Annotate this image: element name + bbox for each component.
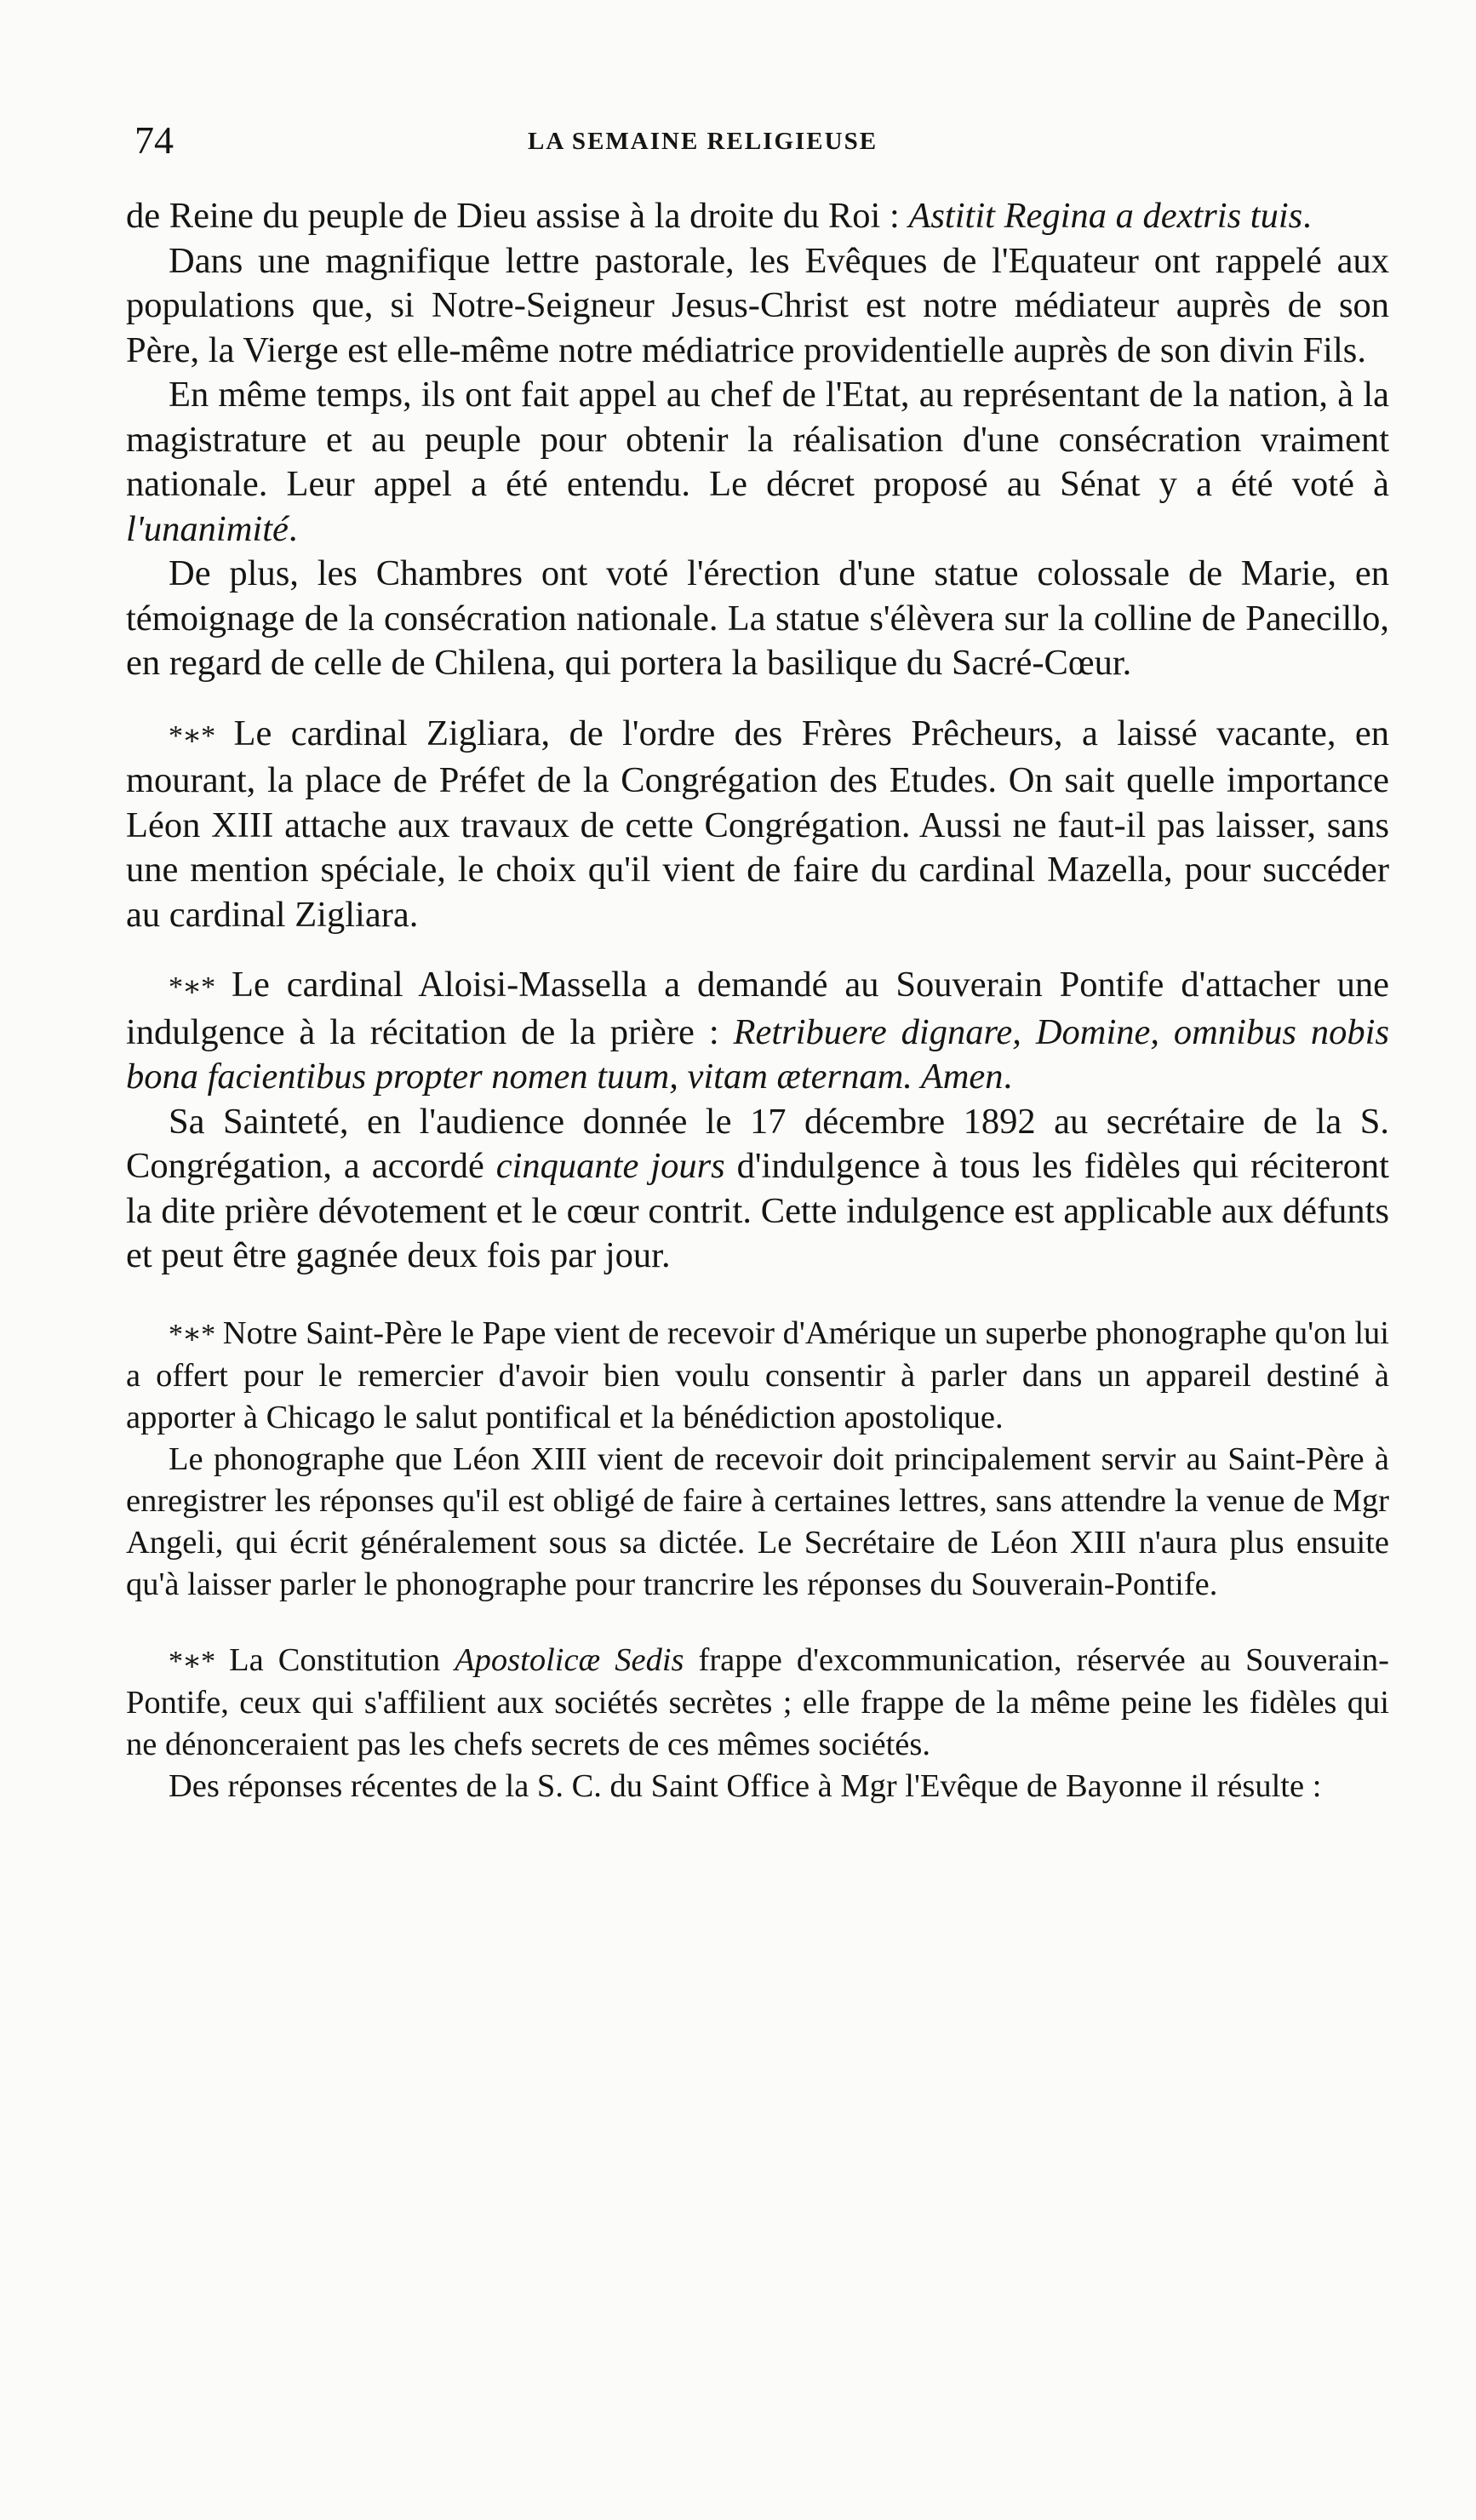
asterism-icon: *∗* [169,1318,215,1350]
asterism-icon: *∗* [169,971,215,1003]
paragraph-constitution: *∗* La Constitution Apostolicæ Sedis frappe d'excommunication, réservée au Souverain-Pontife, ceux qui s'affilient aux sociétés secrètes ; elle frappe de la même peine les fidèles qui ne dénonceraient pas les chefs secrets de ces mêmes sociétés. [126,1641,1389,1762]
paragraph-national-consecration: En même temps, ils ont fait appel au chef de l'Etat, au représentant de la nation, à la magistrature et au peuple pour obtenir la réalisation d'une consécration vraiment nationale. Leur appel a été entendu. Le décret proposé au Sénat y a été voté à l'unanimité. [126,375,1389,549]
paragraph-indulgence: Sa Sainteté, en l'audience donnée le 17 décembre 1892 au secrétaire de la S. Congrégation, a accordé cinquante jours d'indulgence à tous les fidèles qui réciteront la dite prière dévotement et le cœur contrit. Cette indulgence est applicable aux défunts et peut être gagnée deux fois par jour. [126,1101,1389,1275]
paragraph-pastoral-letter: Dans une magnifique lettre pastorale, les Evêques de l'Equateur ont rappelé aux populations que, si Notre-Seigneur Jesus-Christ est notre médiateur auprès de son Père, la Vierge est elle-même notre médiatrice providentielle auprès de son divin Fils. [126,240,1389,370]
paragraph-cardinal-aloisi: *∗* Le cardinal Aloisi-Massella a demandé au Souverain Pontife d'attacher une indulgence à la récitation de la prière : Retribuere dignare, Domine, omnibus nobis bona facientibus propter nomen tuum, vitam æternam. Amen. [126,965,1389,1097]
page-header [134,117,1411,169]
text-column [126,194,1389,1807]
paragraph-phonograph-use: Le phonographe que Léon XIII vient de recevoir doit principalement servir au Saint-Père à enregistrer les réponses qu'il est obligé de faire à certaines lettres, sans attendre la venue de Mgr Angeli, qui écrit généralement sous sa dictée. Le Secrétaire de Léon XIII n'aura plus ensuite qu'à laisser parler le phonographe pour trancrire les réponses du Souverain-Pontife. [126,1440,1389,1602]
paragraph-statue: De plus, les Chambres ont voté l'érection d'une statue colossale de Marie, en témoignage de la consécration nationale. La statue s'élèvera sur la colline de Panecillo, en regard de celle de Chilena, qui portera la basilique du Sacré-Cœur. [126,553,1389,683]
asterism-icon: *∗* [169,1645,215,1677]
asterism-icon: *∗* [169,719,215,752]
paragraph-cardinal-zigliara: *∗* Le cardinal Zigliara, de l'ordre des Frères Prêcheurs, a laissé vacante, en mourant, la place de Préfet de la Congrégation des Etudes. On sait quelle importance Léon XIII attache aux travaux de cette Congrégation. Aussi ne faut-il pas laisser, sans une mention spéciale, le choix qu'il vient de faire du cardinal Mazella, pour succéder au cardinal Zigliara. [126,713,1389,935]
paragraph-phonograph: *∗* Notre Saint-Père le Pape vient de recevoir d'Amérique un superbe phonographe qu'on lui a offert pour le remercier d'avoir bien voulu consentir à parler dans un appareil destiné à apporter à Chicago le salut pontifical et la bénédiction apostolique. [126,1314,1389,1435]
running-title: LA SEMAINE RELIGIEUSE [528,128,878,155]
page-number: 74 [134,118,174,162]
paragraph-continuation: de Reine du peuple de Dieu assise à la droite du Roi : Astitit Regina a dextris tuis. [126,196,1312,236]
paragraph-holy-office: Des réponses récentes de la S. C. du Saint Office à Mgr l'Evêque de Bayonne il résulte : [169,1767,1322,1804]
